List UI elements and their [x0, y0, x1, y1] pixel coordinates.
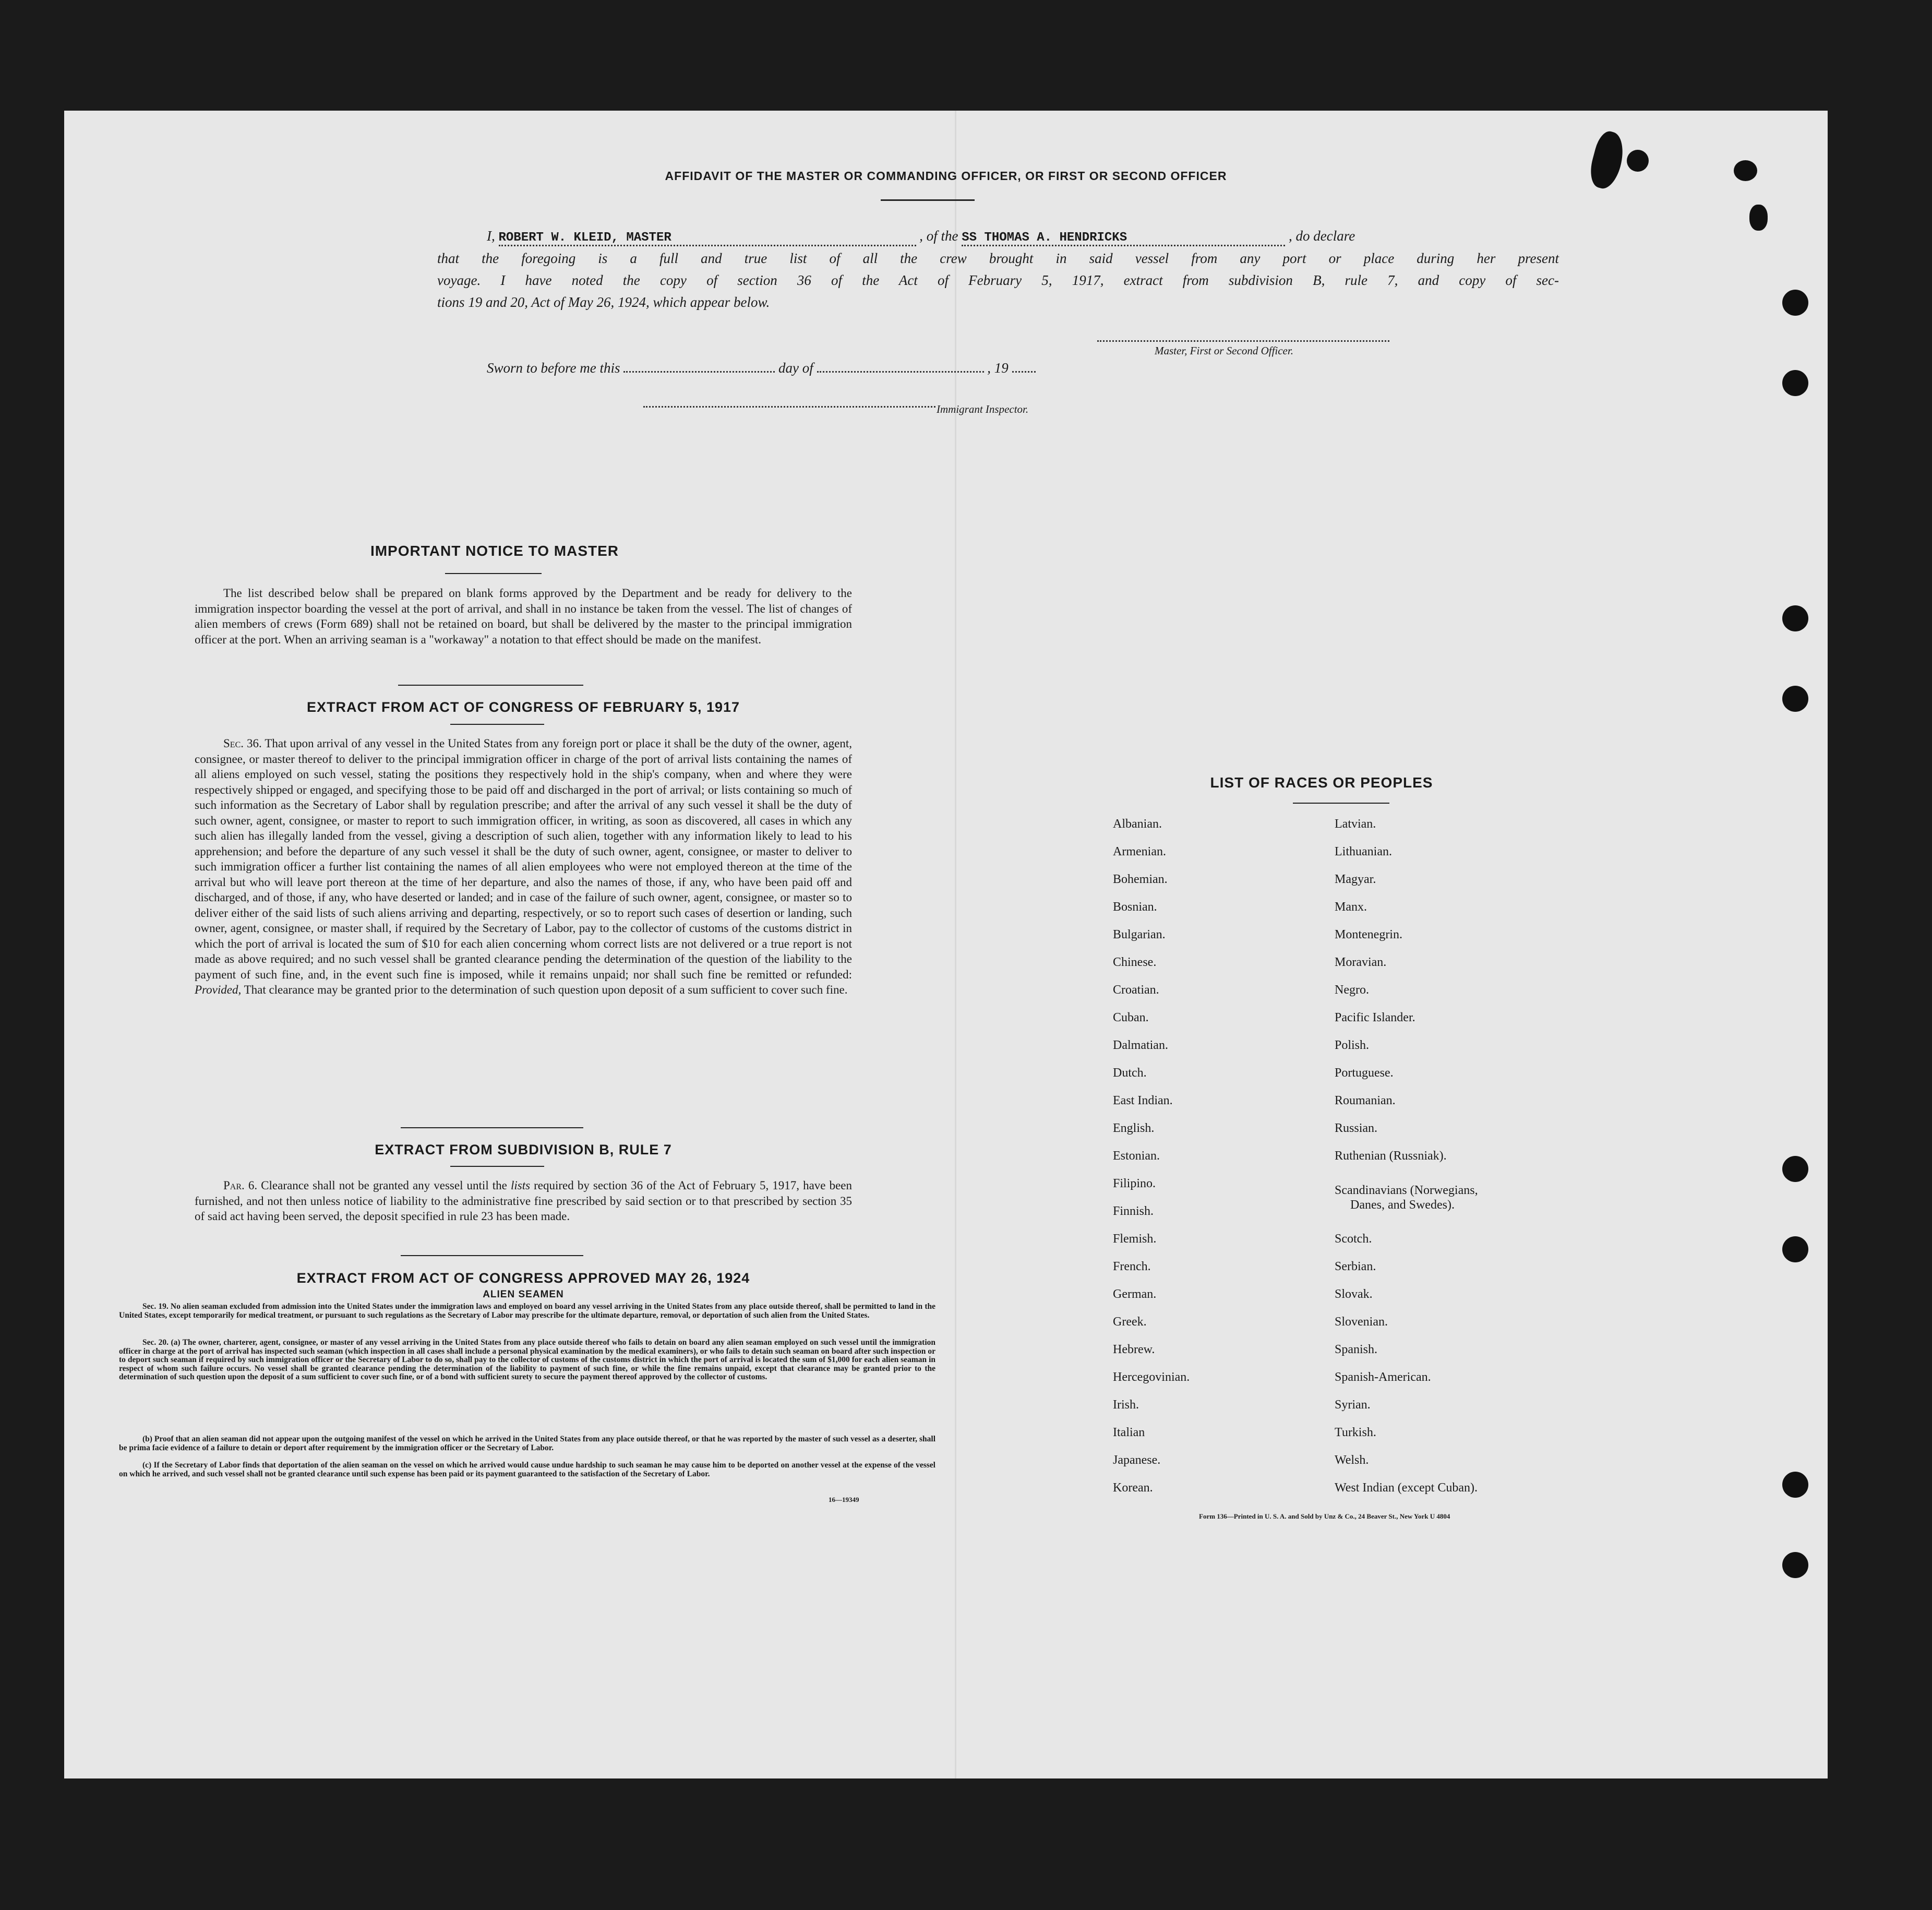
race-item: Dutch.: [1113, 1066, 1147, 1080]
do-declare-text: , do declare: [1289, 228, 1355, 244]
race-item: Montenegrin.: [1335, 928, 1402, 941]
race-item: English.: [1113, 1121, 1155, 1135]
race-item: Welsh.: [1335, 1453, 1369, 1467]
punch-hole: [1782, 290, 1808, 316]
section-20a-text: Sec. 20. (a) The owner, charterer, agent, consignee, or master of any vessel arriving in the United States from any place outside thereof who fails to detain on board any alien seaman employed on such vessel until the immigration officer in charge at the port of arrival has inspected such seaman (which inspection in all cases shall include a personal physical examination by the medical examiners), or who fails to detain such seaman on board after such inspection or to deport such seaman if required by such immigration officer or the Secretary of Labor to do so, shall pay to the collector of customs of the customs district in which the port of arrival is located the sum of $1,000 for each alien seaman in respect of whom such failure occurs. No vessel shall be granted clearance pending the determination of the liability to payment of such fine, or while the fine remains unpaid, except that clearance may be granted prior to the determination of such question upon the deposit of a sum sufficient to cover such fine, or of a bond with sufficient surety to secure the payment thereof approved by the collector of customs.: [119, 1338, 935, 1381]
punch-hole: [1782, 605, 1808, 631]
provided-word: Provided,: [195, 983, 242, 996]
races-rule: [1293, 803, 1389, 804]
section-20c-text: (c) If the Secretary of Labor finds that deportation of the alien seaman on the vessel on which he arrived would cause undue hardship to such seaman he may cause him to be deported on another vessel at the expense of the vessel on which he arrived, and such vessel shall not be granted clearance until such expense has been paid or its payment guaranteed to the satisfaction of the Secretary of Labor.: [119, 1461, 935, 1478]
section-36-label: Sec. 36.: [223, 737, 262, 750]
extract-1917-rule: [450, 724, 544, 725]
section-36-text-a: That upon arrival of any vessel in the United States from any foreign port or place it shall be the duty of the owner, agent, consignee, or master thereof to deliver to the principal immigration officer in charge of the port of arrival lists containing the names of all aliens employed on such vessel, stating the positions they respectively hold in the ship's company, when and where they were respectively shipped or engaged, and specifying those to be paid off and discharged in the port of arrival; or lists containing so much of such information as the Secretary of Labor shall by regulation prescribe; and after the arrival of any such vessel it shall be the duty of such owner, agent, consignee, or master to report to such immigration officer, in writing, as soon as discovered, all cases in which any such alien has illegally landed from the vessel, giving a description of such alien, together with any information likely to lead to his apprehension; and before the departure of any such vessel it shall be the duty of such owner, agent, consignee, or master to deliver to such immigration officer a further list containing the names of all alien employees who were not employed thereon at the time of the arrival but who will leave port thereon at the time of her departure, and also the names of those, if any, who have been paid off and discharged, and of those, if any, who have deserted or landed; and in case of the failure of such owner, agent, consignee, or master so to deliver either of the said lists of such aliens arriving and departing, respectively, or so to report such cases of desertion or landing, such owner, agent, consignee, or master shall, if required by the Secretary of Labor, pay to the collector of customs of the customs district in which the port of arrival is located the sum of $10 for each alien concerning whom correct lists are not delivered or a true report is not made as above required; and no such vessel shall be granted clearance pending the determination of the question of the liability to the payment of such fine, and, in the event such fine is imposed, while it remains unpaid; nor shall such fine be remitted or refunded:: [195, 737, 852, 981]
alien-seamen-subtitle: ALIEN SEAMEN: [483, 1289, 564, 1300]
race-item: Slovak.: [1335, 1287, 1373, 1301]
extract-1917-body: [195, 736, 852, 998]
notice-divider: [398, 685, 583, 686]
vessel-name: SS THOMAS A. HENDRICKS: [962, 231, 1127, 245]
form-code: 16—19349: [829, 1496, 859, 1503]
punch-hole: [1782, 1156, 1808, 1182]
race-item: West Indian (except Cuban).: [1335, 1481, 1478, 1495]
par-6-label: Par. 6.: [223, 1179, 258, 1192]
section-19-text: Sec. 19. No alien seaman excluded from admission into the United States under the immigration laws and employed on board any vessel arriving in the United States from any place outside thereof, shall be permitted to land in the United States, except temporarily for medical treatment, or pursuant to such regulations as the Secretary of Labor may prescribe for the ultimate departure, removal, or deportation of such alien from the United States.: [119, 1302, 935, 1320]
race-item: Portuguese.: [1335, 1066, 1394, 1080]
sworn-line: [487, 360, 1036, 376]
race-item: Turkish.: [1335, 1426, 1376, 1439]
par-6-text-a: Clearance shall not be granted any vessel until the: [261, 1179, 507, 1192]
race-item: Magyar.: [1335, 873, 1376, 886]
race-item: Scotch.: [1335, 1232, 1372, 1246]
rule-7-rule: [450, 1166, 544, 1167]
notice-rule: [445, 573, 542, 574]
punch-hole: [1782, 1552, 1808, 1578]
race-item: Ruthenian (Russniak).: [1335, 1149, 1447, 1163]
inspector-label: Immigrant Inspector.: [937, 403, 1029, 415]
race-item: German.: [1113, 1287, 1157, 1301]
extract-1917-divider: [401, 1127, 583, 1128]
sworn-year-field[interactable]: [1012, 371, 1036, 373]
sworn-text: Sworn to before me this: [487, 360, 620, 376]
rule-7-divider: [401, 1255, 583, 1256]
sworn-date-field[interactable]: [623, 371, 775, 373]
rule-7-body: [195, 1178, 852, 1224]
race-item: Cuban.: [1113, 1011, 1149, 1024]
punch-hole: [1782, 1472, 1808, 1498]
inspector-signature-line[interactable]: [643, 406, 935, 408]
race-item: Spanish.: [1335, 1343, 1378, 1356]
punch-hole: [1782, 1236, 1808, 1262]
notice-title: IMPORTANT NOTICE TO MASTER: [370, 543, 619, 559]
section-20b-text: (b) Proof that an alien seaman did not appear upon the outgoing manifest of the vessel on which he arrived in the United States from any place outside thereof, or that he was reported by the master of such vessel as a deserter, shall be prima facie evidence of a failure to detain or deport after requirement by the immigration officer or the Secretary of Labor.: [119, 1435, 935, 1452]
printer-imprint: Form 136—Printed in U. S. A. and Sold by Unz & Co., 24 Beaver St., New York U 4804: [1199, 1512, 1450, 1520]
race-item: Filipino.: [1113, 1177, 1156, 1190]
title-rule: [881, 199, 975, 201]
race-item: Korean.: [1113, 1481, 1153, 1495]
race-item: Albanian.: [1113, 817, 1162, 831]
document-page: [64, 111, 1828, 1778]
race-item: Scandinavians (Norwegians,: [1335, 1184, 1478, 1197]
extract-1924-title: EXTRACT FROM ACT OF CONGRESS APPROVED MAY 26, 1924: [296, 1270, 750, 1286]
punch-hole: [1782, 370, 1808, 396]
race-item: Latvian.: [1335, 817, 1376, 831]
race-item: Japanese.: [1113, 1453, 1161, 1467]
races-title: LIST OF RACES OR PEOPLES: [1210, 774, 1433, 791]
race-item: East Indian.: [1113, 1094, 1173, 1107]
race-item: Bosnian.: [1113, 900, 1157, 914]
race-item: Russian.: [1335, 1121, 1378, 1135]
race-item: Slovenian.: [1335, 1315, 1388, 1329]
lists-word: lists: [510, 1179, 531, 1192]
race-item: Pacific Islander.: [1335, 1011, 1415, 1024]
race-item: Serbian.: [1335, 1260, 1376, 1273]
section-36-text-b: That clearance may be granted prior to the determination of such question upon deposit of a sum sufficient to cover such fine.: [244, 983, 848, 996]
race-item: Manx.: [1335, 900, 1367, 914]
par-6-text-b: required by section 36 of the Act of February 5, 1917, have been furnished, and not then unless notice of liability to the administrative fine prescribed by said section or to that prescribed by section 35 of said act having been served, the deposit specified in rule 23 has been made.: [195, 1179, 852, 1223]
race-item: Italian: [1113, 1426, 1145, 1439]
race-item: Chinese.: [1113, 956, 1157, 969]
race-item: Roumanian.: [1335, 1094, 1396, 1107]
punch-hole: [1782, 686, 1808, 712]
affidavit-title: AFFIDAVIT OF THE MASTER OR COMMANDING OFFICER, OR FIRST OR SECOND OFFICER: [665, 169, 1227, 183]
race-item: Greek.: [1113, 1315, 1147, 1329]
signature-label: Master, First or Second Officer.: [1155, 344, 1293, 357]
race-item: Bulgarian.: [1113, 928, 1166, 941]
race-item: Estonian.: [1113, 1149, 1160, 1163]
notice-body: The list described below shall be prepared on blank forms approved by the Department and be ready for delivery to the immigration inspector boarding the vessel at the port of arrival, and shall in no instance be taken from the vessel. The list of changes of alien members of crews (Form 689) shall not be retained on board, but shall be delivered by the master to the principal immigration officer at the port. When an arriving seaman is a "workaway" a notation to that effect should be made on the manifest.: [195, 587, 852, 646]
race-item: Irish.: [1113, 1398, 1139, 1412]
race-item: Polish.: [1335, 1038, 1370, 1052]
race-item: Moravian.: [1335, 956, 1387, 969]
rule-7-title: EXTRACT FROM SUBDIVISION B, RULE 7: [375, 1142, 672, 1157]
affidavit-line-2: that the foregoing is a full and true list of all the crew brought in said vessel from any port or place during her present: [437, 250, 1559, 266]
race-item: Hebrew.: [1113, 1343, 1155, 1356]
affidavit-line-3: voyage. I have noted the copy of section 36 of the Act of February 5, 1917, extract from subdivision B, rule 7, and copy of sec-: [437, 272, 1559, 288]
ink-blot: [1749, 205, 1768, 231]
race-item: Negro.: [1335, 983, 1369, 997]
of-the-text: , of the: [919, 228, 958, 244]
race-item: Syrian.: [1335, 1398, 1371, 1412]
race-item: Spanish-American.: [1335, 1370, 1431, 1384]
extract-1917-title: EXTRACT FROM ACT OF CONGRESS OF FEBRUARY 5, 1917: [306, 699, 740, 715]
race-item: Dalmatian.: [1113, 1038, 1168, 1052]
race-item: Flemish.: [1113, 1232, 1157, 1246]
race-item: Hercegovinian.: [1113, 1370, 1190, 1384]
year-prefix: , 19: [987, 360, 1009, 376]
sworn-month-field[interactable]: [817, 371, 984, 373]
master-name-field[interactable]: [499, 228, 916, 246]
vessel-name-field[interactable]: [962, 228, 1285, 246]
race-item: Lithuanian.: [1335, 845, 1392, 858]
race-item: Danes, and Swedes).: [1350, 1198, 1455, 1212]
affidavit-line-4: tions 19 and 20, Act of May 26, 1924, which appear below.: [437, 294, 770, 310]
race-item: French.: [1113, 1260, 1151, 1273]
signature-line[interactable]: [1097, 340, 1389, 342]
ink-blot: [1627, 150, 1649, 172]
master-name: ROBERT W. KLEID, MASTER: [498, 231, 671, 245]
race-item: Finnish.: [1113, 1204, 1154, 1218]
race-item: Croatian.: [1113, 983, 1159, 997]
day-of-text: day of: [778, 360, 813, 376]
affidavit-line-1: [487, 228, 1556, 246]
race-item: Armenian.: [1113, 845, 1166, 858]
affidavit-prefix: I,: [487, 228, 495, 244]
race-item: Bohemian.: [1113, 873, 1168, 886]
